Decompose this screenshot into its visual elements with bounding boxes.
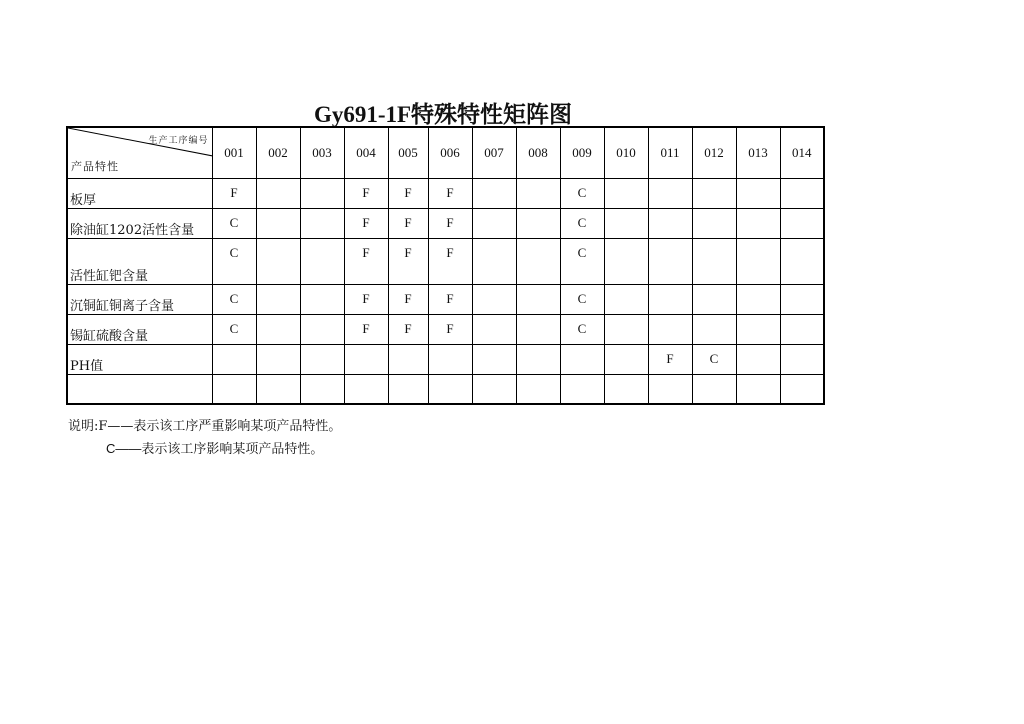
matrix-cell: F bbox=[428, 178, 472, 208]
matrix-cell bbox=[780, 208, 824, 238]
process-code-header: 009 bbox=[560, 127, 604, 178]
matrix-cell: F bbox=[388, 178, 428, 208]
process-code-header: 012 bbox=[692, 127, 736, 178]
process-code-header: 014 bbox=[780, 127, 824, 178]
note-line-f bbox=[68, 416, 341, 438]
matrix-cell bbox=[300, 178, 344, 208]
matrix-cell bbox=[736, 208, 780, 238]
matrix-cell: F bbox=[428, 284, 472, 314]
matrix-cell: F bbox=[212, 178, 256, 208]
corner-header-cell bbox=[67, 127, 212, 178]
matrix-cell bbox=[780, 284, 824, 314]
matrix-row bbox=[67, 208, 824, 238]
matrix-cell bbox=[516, 284, 560, 314]
matrix-cell bbox=[212, 344, 256, 374]
matrix-cell bbox=[516, 374, 560, 404]
matrix-row bbox=[67, 284, 824, 314]
page-title: Gy691-1F特殊特性矩阵图 bbox=[313, 102, 573, 127]
matrix-row bbox=[67, 314, 824, 344]
matrix-row bbox=[67, 238, 824, 284]
matrix-cell: F bbox=[388, 208, 428, 238]
matrix-cell bbox=[516, 344, 560, 374]
matrix-cell bbox=[780, 238, 824, 284]
matrix-cell bbox=[428, 374, 472, 404]
matrix-cell bbox=[648, 178, 692, 208]
process-code-header: 002 bbox=[256, 127, 300, 178]
matrix-cell bbox=[560, 374, 604, 404]
process-code-header: 007 bbox=[472, 127, 516, 178]
matrix-cell bbox=[300, 374, 344, 404]
process-code-header: 006 bbox=[428, 127, 472, 178]
note-line-c bbox=[68, 438, 341, 461]
matrix-row bbox=[67, 178, 824, 208]
process-code-header: 004 bbox=[344, 127, 388, 178]
process-code-header: 003 bbox=[300, 127, 344, 178]
matrix-cell bbox=[472, 314, 516, 344]
matrix-cell bbox=[472, 238, 516, 284]
process-code-header: 008 bbox=[516, 127, 560, 178]
matrix-cell bbox=[300, 314, 344, 344]
matrix-cell bbox=[472, 178, 516, 208]
matrix-cell bbox=[256, 208, 300, 238]
matrix-cell bbox=[256, 374, 300, 404]
matrix-cell bbox=[472, 284, 516, 314]
matrix-cell bbox=[604, 314, 648, 344]
matrix-cell bbox=[736, 344, 780, 374]
header-row bbox=[67, 127, 824, 178]
matrix-cell: C bbox=[560, 208, 604, 238]
matrix-cell bbox=[428, 344, 472, 374]
matrix-cell bbox=[692, 284, 736, 314]
matrix-cell bbox=[300, 284, 344, 314]
product-characteristic-label: 沉铜缸铜离子含量 bbox=[67, 284, 212, 314]
matrix-cell bbox=[256, 178, 300, 208]
matrix-cell bbox=[736, 178, 780, 208]
matrix-cell bbox=[648, 208, 692, 238]
matrix-cell bbox=[256, 344, 300, 374]
matrix-cell bbox=[344, 374, 388, 404]
matrix-cell: C bbox=[560, 178, 604, 208]
matrix-cell bbox=[388, 344, 428, 374]
corner-process-label: 生产工序编号 bbox=[148, 136, 209, 146]
matrix-cell bbox=[692, 238, 736, 284]
note-f-text: 表示该工序严重影响某项产品特性。 bbox=[133, 419, 342, 434]
matrix-cell bbox=[604, 344, 648, 374]
matrix-cell bbox=[516, 314, 560, 344]
matrix-cell: F bbox=[388, 284, 428, 314]
matrix-row bbox=[67, 344, 824, 374]
matrix-cell bbox=[648, 238, 692, 284]
matrix-cell bbox=[256, 314, 300, 344]
product-characteristic-label: 锡缸硫酸含量 bbox=[67, 314, 212, 344]
matrix-cell bbox=[604, 178, 648, 208]
matrix-cell bbox=[256, 284, 300, 314]
matrix-cell: F bbox=[428, 238, 472, 284]
matrix-cell bbox=[604, 284, 648, 314]
matrix-cell bbox=[300, 208, 344, 238]
matrix-cell bbox=[648, 284, 692, 314]
matrix-cell: C bbox=[560, 314, 604, 344]
matrix-cell: F bbox=[388, 314, 428, 344]
matrix-cell bbox=[692, 374, 736, 404]
matrix-cell: C bbox=[212, 284, 256, 314]
matrix-cell: C bbox=[692, 344, 736, 374]
matrix-cell bbox=[300, 344, 344, 374]
process-code-header: 013 bbox=[736, 127, 780, 178]
matrix-cell bbox=[648, 374, 692, 404]
matrix-cell: F bbox=[428, 314, 472, 344]
legend-notes bbox=[68, 416, 341, 461]
characteristics-matrix-table bbox=[66, 126, 825, 405]
matrix-cell bbox=[692, 314, 736, 344]
matrix-cell bbox=[736, 238, 780, 284]
product-characteristic-label bbox=[67, 374, 212, 404]
matrix-cell: F bbox=[344, 314, 388, 344]
matrix-cell bbox=[648, 314, 692, 344]
matrix-cell bbox=[516, 238, 560, 284]
matrix-cell bbox=[736, 284, 780, 314]
matrix-cell bbox=[780, 374, 824, 404]
matrix-cell bbox=[780, 344, 824, 374]
matrix-cell: F bbox=[344, 178, 388, 208]
matrix-cell bbox=[736, 314, 780, 344]
product-characteristic-label: 板厚 bbox=[67, 178, 212, 208]
matrix-cell: C bbox=[212, 314, 256, 344]
product-characteristic-label: 活性缸钯含量 bbox=[67, 238, 212, 284]
matrix-cell bbox=[388, 374, 428, 404]
matrix-cell bbox=[472, 208, 516, 238]
matrix-cell bbox=[780, 314, 824, 344]
matrix-cell bbox=[344, 344, 388, 374]
matrix-cell: F bbox=[648, 344, 692, 374]
matrix-cell: F bbox=[344, 208, 388, 238]
matrix-cell bbox=[472, 374, 516, 404]
matrix-cell bbox=[516, 178, 560, 208]
matrix-cell bbox=[692, 208, 736, 238]
matrix-cell: F bbox=[428, 208, 472, 238]
matrix-cell bbox=[780, 178, 824, 208]
matrix-cell: F bbox=[344, 284, 388, 314]
note-f-prefix: 说明:F—— bbox=[68, 419, 134, 434]
corner-characteristic-label: 产品特性 bbox=[71, 159, 119, 173]
process-code-header: 011 bbox=[648, 127, 692, 178]
matrix-row bbox=[67, 374, 824, 404]
matrix-cell bbox=[604, 208, 648, 238]
product-characteristic-label: PH值 bbox=[67, 344, 212, 374]
matrix-cell: F bbox=[388, 238, 428, 284]
matrix-cell bbox=[692, 178, 736, 208]
matrix-cell: C bbox=[212, 208, 256, 238]
matrix-cell bbox=[604, 238, 648, 284]
matrix-cell: C bbox=[212, 238, 256, 284]
product-characteristic-label: 除油缸1202活性含量 bbox=[67, 208, 212, 238]
matrix-cell bbox=[736, 374, 780, 404]
matrix-cell bbox=[300, 238, 344, 284]
process-code-header: 010 bbox=[604, 127, 648, 178]
matrix-cell: F bbox=[344, 238, 388, 284]
matrix-cell: C bbox=[560, 238, 604, 284]
process-code-header: 005 bbox=[388, 127, 428, 178]
matrix-cell bbox=[516, 208, 560, 238]
matrix-cell: C bbox=[560, 284, 604, 314]
matrix-cell bbox=[256, 238, 300, 284]
matrix-cell bbox=[212, 374, 256, 404]
matrix-cell bbox=[472, 344, 516, 374]
process-code-header: 001 bbox=[212, 127, 256, 178]
matrix-cell bbox=[560, 344, 604, 374]
note-c-prefix: C—— bbox=[106, 441, 142, 456]
note-c-text: 表示该工序影响某项产品特性。 bbox=[141, 442, 324, 457]
matrix-cell bbox=[604, 374, 648, 404]
